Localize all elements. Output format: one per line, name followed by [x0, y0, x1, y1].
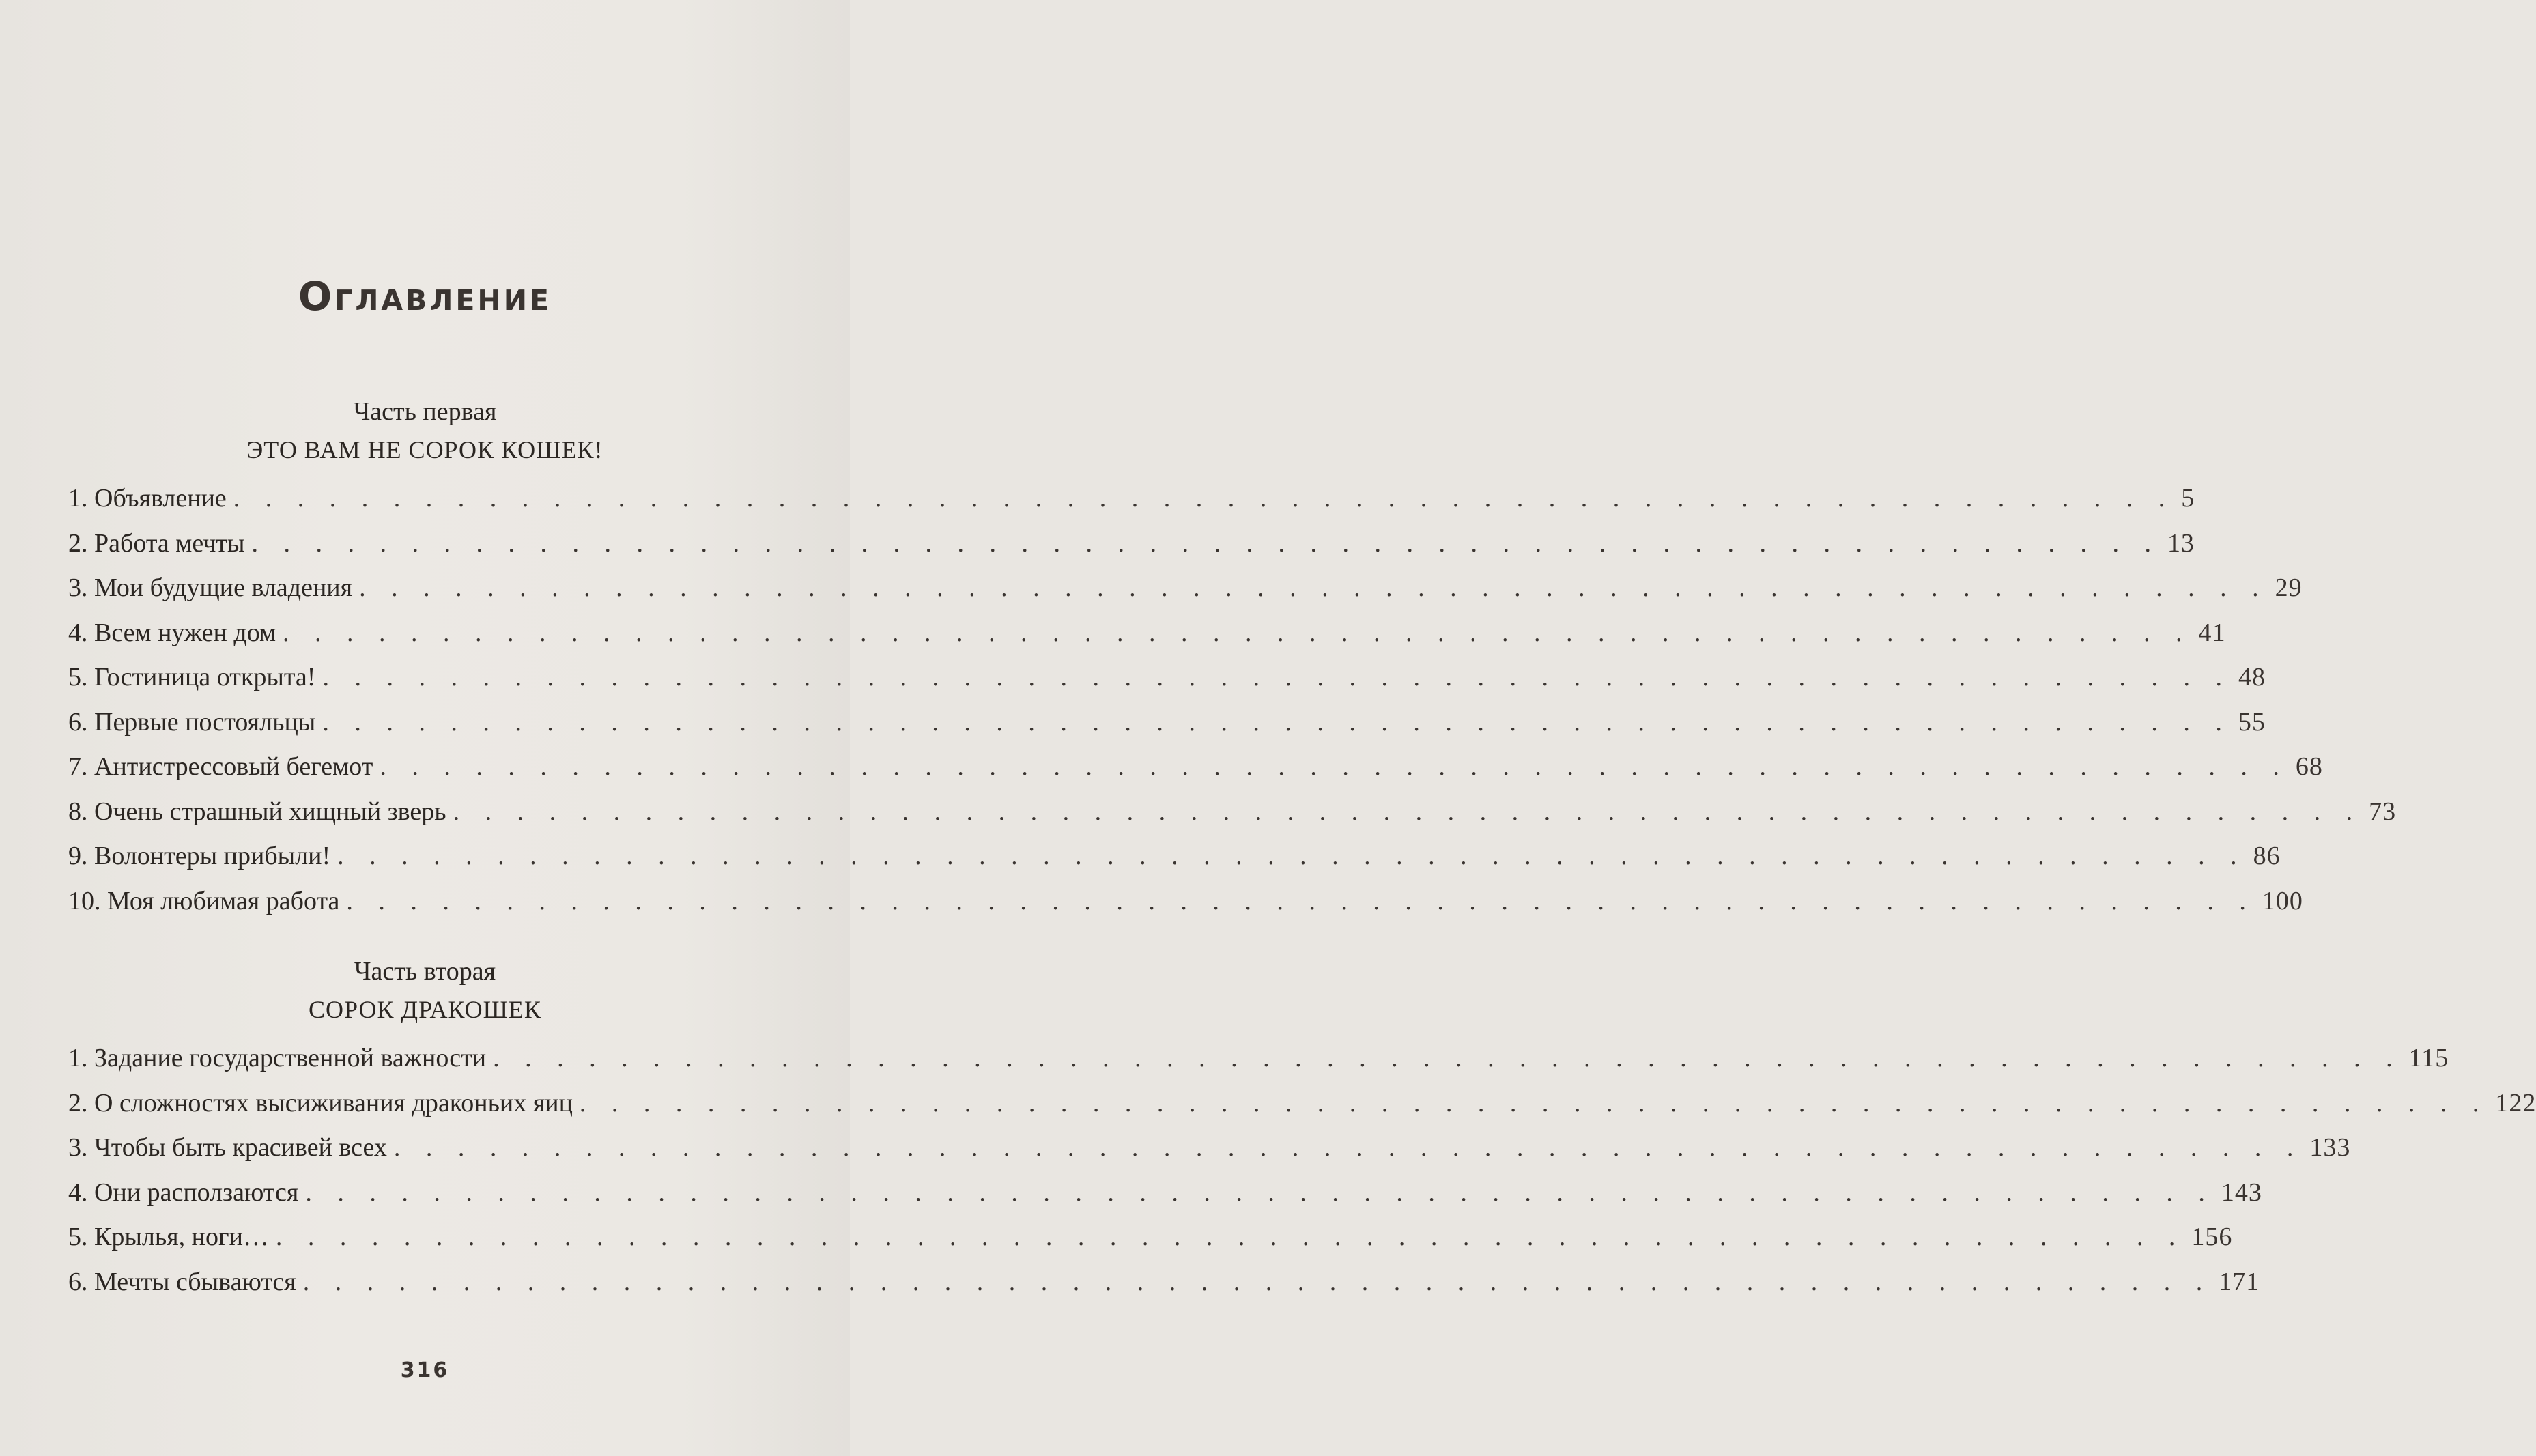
toc-entry: [68, 662, 2266, 707]
dot-leader: . . . . . . . . . . . . . . . . . . . . . . . . . . . . . . . . . . . . . . . . . . . . . . . . . . . . . . . . . . . .: [579, 1088, 2489, 1117]
dot-leader: . . . . . . . . . . . . . . . . . . . . . . . . . . . . . . . . . . . . . . . . . . . . . . . . . . . . . . . . . . . .: [359, 573, 2268, 602]
toc-entry: [68, 528, 2195, 573]
chapter-title: 5. Гостиница открыта!: [68, 663, 316, 691]
page-number: 41: [2198, 618, 2226, 647]
chapter-title: 3. Чтобы быть красивей всех: [68, 1133, 387, 1162]
page-number: 73: [2369, 797, 2397, 826]
part-one-title: ЭТО ВАМ НЕ СОРОК КОШЕК!: [246, 436, 603, 463]
page-number: 5: [2181, 484, 2195, 513]
page-number: 48: [2238, 663, 2266, 691]
dot-leader: . . . . . . . . . . . . . . . . . . . . . . . . . . . . . . . . . . . . . . . . . . . . . . . . . . . . . . . . . . . .: [275, 1223, 2185, 1251]
chapter-title: 1. Объявление: [68, 484, 227, 513]
chapter-title: 7. Антистрессовый бегемот: [68, 752, 373, 781]
part-two-heading: [0, 952, 850, 1029]
page-number: 100: [2262, 886, 2303, 915]
part-one-heading: [0, 392, 850, 469]
toc-entry: [68, 707, 2266, 752]
part-two-title: СОРОК ДРАКОШЕК: [309, 996, 541, 1023]
dot-leader: . . . . . . . . . . . . . . . . . . . . . . . . . . . . . . . . . . . . . . . . . . . . . . . . . . . . . . . . . . . .: [493, 1044, 2402, 1072]
toc-entry: [68, 618, 2226, 663]
toc-entry: [68, 483, 2195, 528]
chapter-title: 9. Волонтеры прибыли!: [68, 842, 331, 870]
page-number: 143: [2221, 1177, 2262, 1207]
toc-entry: [68, 1177, 2262, 1223]
toc-entry: [68, 752, 2323, 797]
chapter-title: 4. Они расползаются: [68, 1177, 299, 1207]
dot-leader: . . . . . . . . . . . . . . . . . . . . . . . . . . . . . . . . . . . . . . . . . . . . . . . . . . . . . . . . . . . .: [251, 528, 2161, 558]
toc-entry: [68, 573, 2303, 618]
page-number: 133: [2309, 1133, 2351, 1162]
page-title: Оглавление: [298, 273, 552, 319]
page-number: 86: [2253, 842, 2281, 870]
page-number: 68: [2295, 752, 2323, 781]
dot-leader: . . . . . . . . . . . . . . . . . . . . . . . . . . . . . . . . . . . . . . . . . . . . . . . . . . . . . . . . . . . .: [380, 752, 2289, 781]
dot-leader: . . . . . . . . . . . . . . . . . . . . . . . . . . . . . . . . . . . . . . . . . . . . . . . . . . . . . . . . . . . .: [322, 707, 2232, 737]
part-two-label: Часть вторая: [354, 957, 496, 986]
dot-leader: . . . . . . . . . . . . . . . . . . . . . . . . . . . . . . . . . . . . . . . . . . . . . . . . . . . . . . . . . . . .: [302, 1267, 2212, 1296]
dot-leader: . . . . . . . . . . . . . . . . . . . . . . . . . . . . . . . . . . . . . . . . . . . . . . . . . . . . . . . . . . . .: [393, 1133, 2303, 1162]
dot-leader: . . . . . . . . . . . . . . . . . . . . . . . . . . . . . . . . . . . . . . . . . . . . . . . . . . . . . . . . . . . .: [322, 663, 2232, 691]
chapter-title: 6. Мечты сбываются: [68, 1267, 296, 1296]
chapter-title: 2. О сложностях высиживания драконьих яиц: [68, 1088, 573, 1117]
page-number: 156: [2191, 1223, 2233, 1251]
page-number: 13: [2167, 528, 2195, 558]
toc-entry: [68, 1088, 2536, 1133]
dot-leader: . . . . . . . . . . . . . . . . . . . . . . . . . . . . . . . . . . . . . . . . . . . . . . . . . . . . . . . . . . . . .: [233, 484, 2175, 513]
chapter-title: 5. Крылья, ноги…: [68, 1223, 269, 1251]
part-one-chapter-list: [68, 483, 2397, 930]
chapter-title: 2. Работа мечты: [68, 528, 245, 558]
dot-leader: . . . . . . . . . . . . . . . . . . . . . . . . . . . . . . . . . . . . . . . . . . . . . . . . . . . . . . . . . . . .: [305, 1177, 2214, 1207]
page-number: 55: [2238, 707, 2266, 737]
toc-entry: [68, 1132, 2351, 1177]
dot-leader: . . . . . . . . . . . . . . . . . . . . . . . . . . . . . . . . . . . . . . . . . . . . . . . . . . . . . . . . . . . .: [337, 842, 2247, 870]
page-number: 29: [2275, 573, 2303, 602]
toc-entry: [68, 1267, 2260, 1312]
chapter-title: 6. Первые постояльцы: [68, 707, 316, 737]
chapter-title: 3. Мои будущие владения: [68, 573, 353, 602]
page-number: 115: [2408, 1044, 2449, 1072]
dot-leader: . . . . . . . . . . . . . . . . . . . . . . . . . . . . . . . . . . . . . . . . . . . . . . . . . . . . . . . . . . . .: [283, 618, 2192, 647]
part-two-chapter-list: [68, 1043, 2536, 1311]
page-number: 122: [2495, 1088, 2536, 1117]
dot-leader: . . . . . . . . . . . . . . . . . . . . . . . . . . . . . . . . . . . . . . . . . . . . . . . . . . . . . . . . . . . .: [346, 886, 2255, 915]
toc-entry: [68, 1043, 2449, 1088]
toc-entry: [68, 1222, 2233, 1267]
chapter-title: 10. Моя любимая работа: [68, 886, 340, 915]
toc-entry: [68, 797, 2397, 842]
dot-leader: . . . . . . . . . . . . . . . . . . . . . . . . . . . . . . . . . . . . . . . . . . . . . . . . . . . . . . . . . . . .: [453, 797, 2363, 826]
chapter-title: 1. Задание государственной важности: [68, 1044, 487, 1072]
chapter-title: 4. Всем нужен дом: [68, 618, 276, 647]
toc-entry: [68, 841, 2281, 886]
chapter-title: 8. Очень страшный хищный зверь: [68, 797, 446, 826]
page-number: 171: [2219, 1267, 2260, 1296]
page-folio: 316: [400, 1358, 450, 1382]
part-one-label: Часть первая: [353, 397, 497, 426]
toc-entry: [68, 886, 2303, 931]
